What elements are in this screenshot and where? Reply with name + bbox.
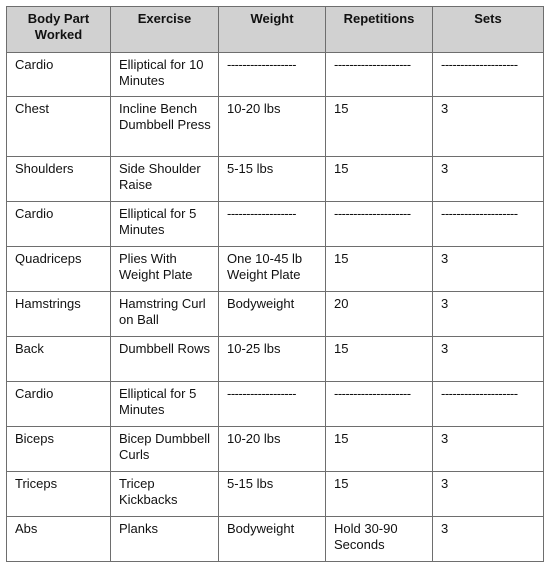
- cell-repetitions: 15: [326, 97, 433, 157]
- cell-weight: Bodyweight: [219, 292, 326, 337]
- cell-weight: ------------------: [219, 202, 326, 247]
- cell-sets: --------------------: [433, 53, 544, 97]
- table-row: [7, 517, 544, 562]
- cell-exercise: Hamstring Curl on Ball: [111, 292, 219, 337]
- header-row: [7, 7, 544, 53]
- table-body: [7, 53, 544, 562]
- cell-exercise: Elliptical for 5 Minutes: [111, 382, 219, 427]
- cell-body-part: Abs: [7, 517, 111, 562]
- cell-repetitions: 15: [326, 247, 433, 292]
- cell-exercise: Planks: [111, 517, 219, 562]
- table-row: [7, 472, 544, 517]
- cell-sets: 3: [433, 427, 544, 472]
- header-exercise: Exercise: [111, 7, 219, 53]
- cell-repetitions: 15: [326, 472, 433, 517]
- table-row: [7, 427, 544, 472]
- cell-repetitions: 15: [326, 337, 433, 382]
- cell-sets: 3: [433, 337, 544, 382]
- cell-sets: 3: [433, 97, 544, 157]
- cell-sets: --------------------: [433, 202, 544, 247]
- table-header: [7, 7, 544, 53]
- table-row: [7, 292, 544, 337]
- cell-sets: 3: [433, 292, 544, 337]
- cell-repetitions: --------------------: [326, 53, 433, 97]
- cell-body-part: Chest: [7, 97, 111, 157]
- cell-weight: 5-15 lbs: [219, 157, 326, 202]
- cell-exercise: Elliptical for 5 Minutes: [111, 202, 219, 247]
- table-row: [7, 382, 544, 427]
- cell-body-part: Cardio: [7, 382, 111, 427]
- table-row: [7, 53, 544, 97]
- cell-weight: ------------------: [219, 382, 326, 427]
- table-row: [7, 202, 544, 247]
- cell-weight: 10-20 lbs: [219, 427, 326, 472]
- cell-body-part: Cardio: [7, 202, 111, 247]
- cell-exercise: Side Shoulder Raise: [111, 157, 219, 202]
- cell-weight: One 10-45 lb Weight Plate: [219, 247, 326, 292]
- cell-weight: Bodyweight: [219, 517, 326, 562]
- cell-sets: 3: [433, 517, 544, 562]
- cell-repetitions: Hold 30-90 Seconds: [326, 517, 433, 562]
- cell-body-part: Quadriceps: [7, 247, 111, 292]
- cell-body-part: Biceps: [7, 427, 111, 472]
- cell-weight: 10-25 lbs: [219, 337, 326, 382]
- header-repetitions: Repetitions: [326, 7, 433, 53]
- cell-exercise: Plies With Weight Plate: [111, 247, 219, 292]
- cell-repetitions: --------------------: [326, 202, 433, 247]
- cell-sets: 3: [433, 247, 544, 292]
- cell-weight: 10-20 lbs: [219, 97, 326, 157]
- cell-exercise: Dumbbell Rows: [111, 337, 219, 382]
- header-body-part: Body Part Worked: [7, 7, 111, 53]
- table-row: [7, 247, 544, 292]
- header-sets: Sets: [433, 7, 544, 53]
- cell-repetitions: 20: [326, 292, 433, 337]
- cell-weight: ------------------: [219, 53, 326, 97]
- cell-sets: 3: [433, 157, 544, 202]
- cell-body-part: Cardio: [7, 53, 111, 97]
- cell-exercise: Tricep Kickbacks: [111, 472, 219, 517]
- cell-body-part: Back: [7, 337, 111, 382]
- cell-body-part: Triceps: [7, 472, 111, 517]
- cell-repetitions: --------------------: [326, 382, 433, 427]
- table-row: [7, 157, 544, 202]
- table-row: [7, 337, 544, 382]
- table-row: [7, 97, 544, 157]
- cell-exercise: Incline Bench Dumbbell Press: [111, 97, 219, 157]
- cell-repetitions: 15: [326, 427, 433, 472]
- cell-exercise: Elliptical for 10 Minutes: [111, 53, 219, 97]
- cell-body-part: Shoulders: [7, 157, 111, 202]
- header-weight: Weight: [219, 7, 326, 53]
- cell-sets: 3: [433, 472, 544, 517]
- workout-table: [6, 6, 544, 562]
- cell-repetitions: 15: [326, 157, 433, 202]
- cell-sets: --------------------: [433, 382, 544, 427]
- cell-weight: 5-15 lbs: [219, 472, 326, 517]
- cell-exercise: Bicep Dumbbell Curls: [111, 427, 219, 472]
- cell-body-part: Hamstrings: [7, 292, 111, 337]
